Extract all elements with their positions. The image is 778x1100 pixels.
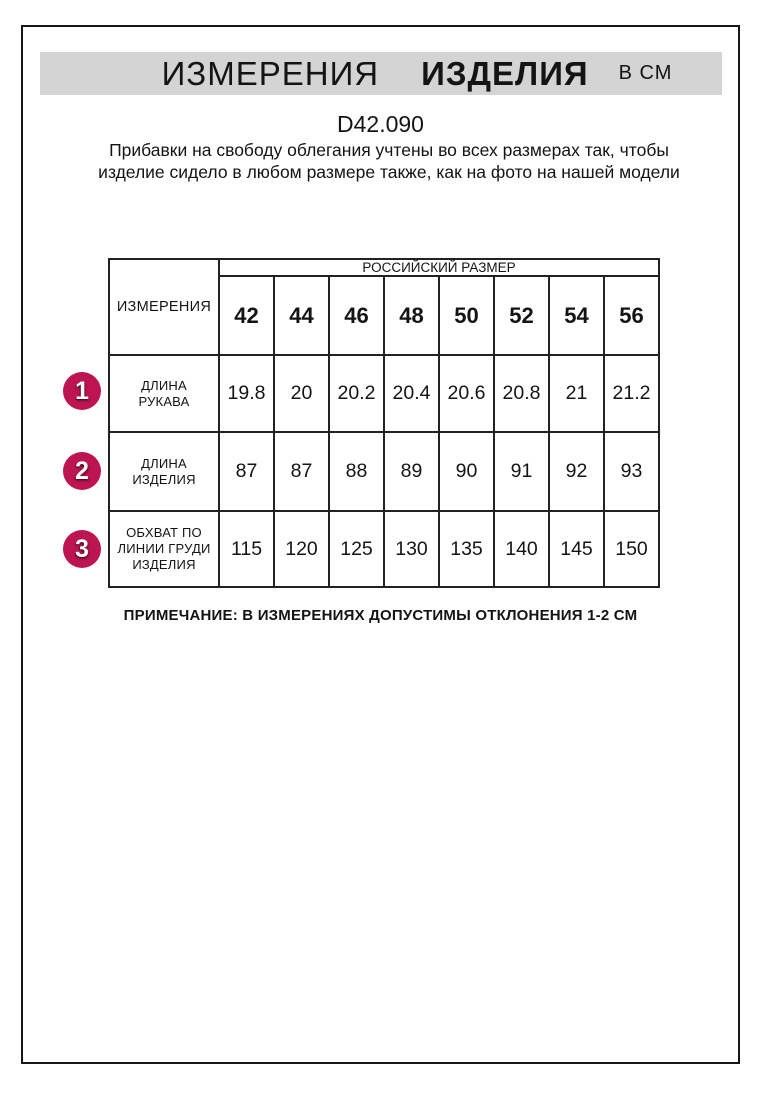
row-marker-2-number: 2: [75, 456, 89, 485]
table-cell: 20.2: [329, 355, 384, 432]
table-cell: 21: [549, 355, 604, 432]
size-header-44: 44: [274, 276, 329, 355]
table-cell: 88: [329, 432, 384, 511]
title-band: [40, 52, 722, 95]
table-cell: 150: [604, 511, 659, 587]
size-header-56: 56: [604, 276, 659, 355]
table-cell: 20.6: [439, 355, 494, 432]
measurements-column-header: ИЗМЕРЕНИЯ: [109, 259, 219, 355]
size-header-50: 50: [439, 276, 494, 355]
table-cell: 87: [274, 432, 329, 511]
table-cell: 115: [219, 511, 274, 587]
size-header-52: 52: [494, 276, 549, 355]
table-cell: 145: [549, 511, 604, 587]
title-measurements: ИЗМЕРЕНИЯ: [161, 54, 380, 92]
title-unit-cm: В СМ: [618, 62, 673, 84]
row-marker-3-badge: [63, 530, 101, 568]
table-cell: 140: [494, 511, 549, 587]
size-header-42: 42: [219, 276, 274, 355]
table-cell: 125: [329, 511, 384, 587]
size-header-46: 46: [329, 276, 384, 355]
table-row-chest-girth: [109, 511, 659, 587]
table-cell: 21.2: [604, 355, 659, 432]
table-cell: 91: [494, 432, 549, 511]
size-header-54: 54: [549, 276, 604, 355]
table-cell: 20.4: [384, 355, 439, 432]
table-cell: 90: [439, 432, 494, 511]
fit-description: Прибавки на свободу облегания учтены во всех размерах так, чтобы изделие сидело в любом размере также, как на фото на нашей модели: [98, 140, 680, 182]
table-cell: 130: [384, 511, 439, 587]
table-cell: 19.8: [219, 355, 274, 432]
table-cell: 20.8: [494, 355, 549, 432]
table-cell: 120: [274, 511, 329, 587]
row-marker-1-badge: [63, 372, 101, 410]
title-product: ИЗДЕЛИЯ: [421, 54, 589, 92]
product-code: D42.090: [337, 111, 424, 137]
row-marker-2-badge: [63, 452, 101, 490]
size-table: [108, 258, 660, 588]
table-cell: 89: [384, 432, 439, 511]
row-label-chest-girth: ОБХВАТ ПО ЛИНИИ ГРУДИ ИЗДЕЛИЯ: [109, 511, 219, 587]
size-header-48: 48: [384, 276, 439, 355]
row-label-sleeve-length: ДЛИНА РУКАВА: [109, 355, 219, 432]
table-row-sleeve-length: [109, 355, 659, 432]
table-cell: 92: [549, 432, 604, 511]
row-label-item-length: ДЛИНА ИЗДЕЛИЯ: [109, 432, 219, 511]
table-row-item-length: [109, 432, 659, 511]
table-cell: 135: [439, 511, 494, 587]
table-cell: 20: [274, 355, 329, 432]
tolerance-note: ПРИМЕЧАНИЕ: В ИЗМЕРЕНИЯХ ДОПУСТИМЫ ОТКЛОНЕНИЯ 1-2 СМ: [123, 607, 638, 624]
table-cell: 93: [604, 432, 659, 511]
row-marker-1-number: 1: [75, 376, 89, 405]
russian-size-header: РОССИЙСКИЙ РАЗМЕР: [219, 259, 659, 276]
table-cell: 87: [219, 432, 274, 511]
row-marker-3-number: 3: [75, 534, 89, 563]
table-header-row-group: [109, 259, 659, 276]
